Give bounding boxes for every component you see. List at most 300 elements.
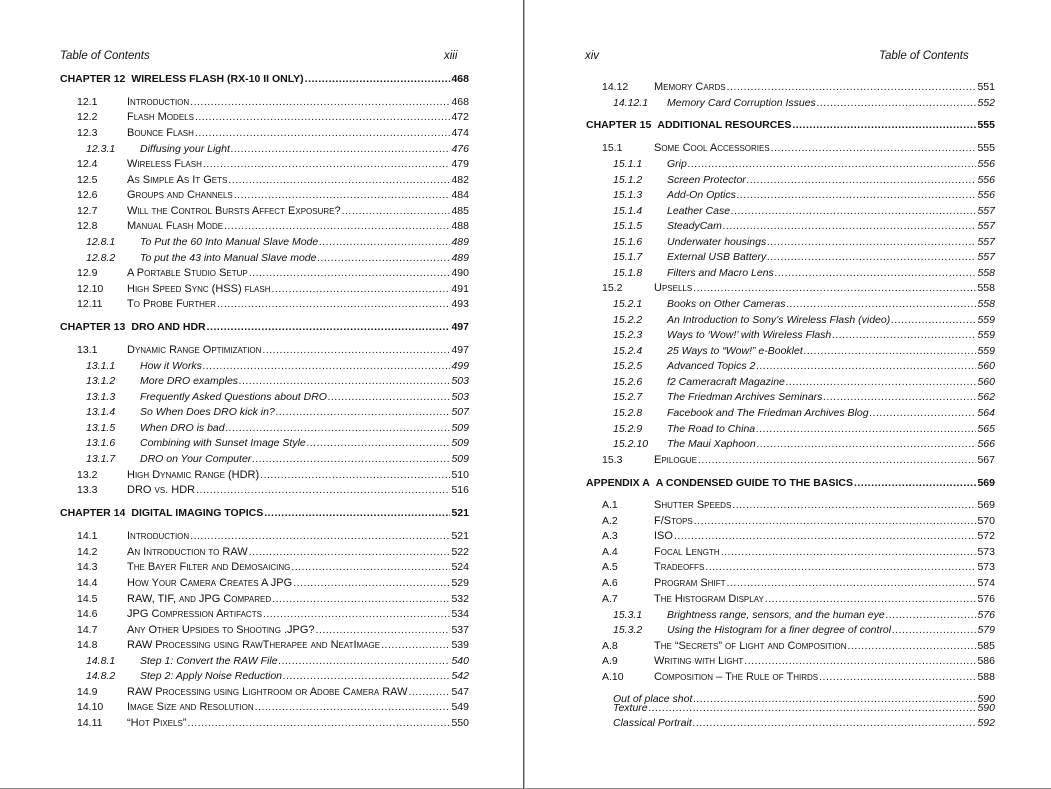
toc-leader-dots — [771, 141, 977, 156]
toc-entry — [602, 80, 995, 95]
toc-entry-title: Writing with Light — [654, 655, 744, 667]
toc-entry-page-number: 592 — [977, 717, 995, 729]
toc-leader-dots — [767, 235, 976, 250]
toc-entry-title: Advanced Topics 2 — [667, 360, 756, 372]
toc-entry — [613, 406, 995, 421]
right-page — [524, 0, 1051, 789]
toc-entry-number: 13.1 — [77, 344, 98, 356]
toc-entry-number: A.8 — [602, 640, 618, 652]
toc-entry-page-number: 555 — [977, 119, 995, 131]
toc-entry-title: The Bayer Filter and Demosaicing — [127, 561, 291, 573]
toc-entry-title: Introduction — [127, 96, 190, 108]
toc-entry-title: Will the Control Bursts Affect Exposure? — [127, 205, 341, 217]
toc-entry-title: Image Size and Resolution — [127, 701, 254, 713]
toc-entry-number: 15.2.3 — [613, 329, 643, 341]
toc-entry — [602, 670, 995, 685]
toc-entry-page-number: 497 — [451, 344, 469, 356]
toc-entry — [613, 701, 995, 716]
toc-entry-title: DRO AND HDR — [131, 321, 206, 333]
toc-entry-page-number: 537 — [451, 624, 469, 636]
toc-entry-title: When DRO is bad — [140, 422, 225, 434]
toc-leader-dots — [316, 623, 451, 638]
toc-entry-title: Dynamic Range Optimization — [127, 344, 262, 356]
toc-leader-dots — [252, 452, 450, 467]
toc-entry-number: CHAPTER 14 — [60, 507, 126, 519]
toc-leader-dots — [203, 157, 451, 172]
toc-leader-dots — [792, 118, 976, 133]
toc-entry-title: f2 Cameracraft Magazine — [667, 376, 785, 388]
toc-entry-page-number: 540 — [451, 655, 469, 667]
toc-entry-title: Step 1: Convert the RAW File — [140, 655, 278, 667]
toc-entry-page-number: 573 — [977, 546, 995, 558]
toc-entry-number: 14.8.1 — [86, 655, 116, 667]
toc-entry-page-number: 503 — [451, 375, 469, 387]
toc-entry-title: To Probe Further — [127, 298, 216, 310]
toc-leader-dots — [249, 545, 451, 560]
toc-entry-number: A.7 — [602, 593, 618, 605]
toc-leader-dots — [207, 320, 451, 335]
toc-leader-dots — [757, 437, 977, 452]
toc-entry-number: 12.11 — [77, 298, 103, 310]
toc-entry — [602, 576, 995, 591]
toc-entry — [613, 422, 995, 437]
toc-entry-page-number: 588 — [977, 671, 995, 683]
toc-entry — [602, 654, 995, 669]
toc-entry-title: Grip — [667, 158, 687, 170]
toc-entry-page-number: 558 — [977, 282, 995, 294]
toc-entry-title: So When Does DRO kick in? — [140, 406, 275, 418]
toc-entry-number: 15.1.1 — [613, 158, 643, 170]
toc-leader-dots — [228, 173, 450, 188]
toc-entry-title: ADDITIONAL RESOURCES — [657, 119, 792, 131]
toc-entry-title: High Speed Sync (HSS) flash — [127, 283, 271, 295]
toc-leader-dots — [705, 560, 976, 575]
toc-entry — [613, 266, 995, 281]
toc-entry — [613, 157, 995, 172]
toc-entry-page-number: 559 — [977, 345, 995, 357]
toc-entry-number: 15.2.10 — [613, 438, 649, 450]
toc-entry-page-number: 503 — [451, 391, 469, 403]
toc-entry-title: Combining with Sunset Image Style — [140, 437, 306, 449]
toc-entry-title: F/Stops — [654, 515, 693, 527]
toc-entry-title: ISO — [654, 530, 673, 542]
toc-entry — [613, 188, 995, 203]
toc-entry-title: To put the 43 into Manual Slave mode — [140, 252, 317, 264]
toc-leader-dots — [255, 700, 451, 715]
toc-leader-dots — [886, 608, 977, 623]
toc-entry-number: A.5 — [602, 561, 618, 573]
toc-entry-title: RAW Processing using Lightroom or Adobe Camera RAW — [127, 686, 408, 698]
toc-entry-number: A.9 — [602, 655, 618, 667]
toc-entry-title: Groups and Channels — [127, 189, 233, 201]
toc-entry-page-number: 557 — [977, 205, 995, 217]
toc-entry — [613, 344, 995, 359]
toc-entry-page-number: 532 — [451, 593, 469, 605]
toc-entry-title: RAW, TIF, and JPG Compared — [127, 593, 272, 605]
toc-entry-title: Ways to ‘Wow!’ with Wireless Flash — [667, 329, 832, 341]
toc-entry — [602, 281, 995, 296]
toc-leader-dots — [756, 422, 976, 437]
toc-entry-title: The Maui Xaphoon — [667, 438, 756, 450]
toc-entry — [586, 476, 995, 491]
toc-entry-title: “Hot Pixels” — [127, 717, 187, 729]
toc-entry — [77, 700, 469, 715]
running-head-page-number: xiv — [585, 50, 600, 62]
toc-entry-number: APPENDIX A — [586, 477, 650, 489]
toc-entry-page-number: 485 — [451, 205, 469, 217]
toc-entry-page-number: 558 — [977, 298, 995, 310]
toc-entry — [77, 638, 469, 653]
toc-entry-number: 15.1.8 — [613, 267, 643, 279]
toc-entry — [613, 608, 995, 623]
toc-entry-number: 13.3 — [77, 484, 98, 496]
left-page — [0, 0, 524, 789]
toc-entry — [77, 219, 469, 234]
toc-entry — [613, 716, 995, 731]
toc-entry-number: 15.1.5 — [613, 220, 643, 232]
toc-entry-number: 13.2 — [77, 469, 98, 481]
toc-entry-title: An Introduction to Sony’s Wireless Flash (video) — [667, 314, 891, 326]
toc-entry-page-number: 509 — [451, 437, 469, 449]
toc-entry-page-number: 558 — [977, 267, 995, 279]
toc-entry — [86, 359, 469, 374]
toc-entry-number: 13.1.4 — [86, 406, 116, 418]
toc-entry-title: How Your Camera Creates A JPG — [127, 577, 293, 589]
toc-entry-page-number: 556 — [977, 189, 995, 201]
toc-entry — [77, 545, 469, 560]
toc-leader-dots — [203, 359, 451, 374]
toc-leader-dots — [693, 716, 977, 731]
toc-leader-dots — [870, 406, 977, 421]
toc-entry — [613, 235, 995, 250]
toc-entry — [77, 576, 469, 591]
toc-entry-title: Step 2: Apply Noise Reduction — [140, 670, 283, 682]
toc-entry-title: Bounce Flash — [127, 127, 194, 139]
toc-entry — [77, 560, 469, 575]
toc-leader-dots — [848, 639, 977, 654]
toc-entry — [77, 157, 469, 172]
toc-entry — [77, 592, 469, 607]
toc-entry — [86, 436, 469, 451]
toc-entry-number: 13.1.3 — [86, 391, 116, 403]
toc-entry-page-number: 490 — [451, 267, 469, 279]
toc-leader-dots — [409, 685, 451, 700]
toc-entry — [602, 529, 995, 544]
toc-entry-page-number: 539 — [451, 639, 469, 651]
toc-leader-dots — [694, 514, 977, 529]
toc-entry — [77, 623, 469, 638]
toc-entry — [77, 173, 469, 188]
toc-entry-number: 14.12 — [602, 81, 629, 93]
toc-entry-page-number: 556 — [977, 158, 995, 170]
toc-leader-dots — [674, 529, 977, 544]
toc-entry-number: 12.7 — [77, 205, 98, 217]
toc-entry-page-number: 557 — [977, 236, 995, 248]
toc-entry-title: A CONDENSED GUIDE TO THE BASICS — [655, 477, 853, 489]
toc-entry — [86, 405, 469, 420]
toc-leader-dots — [328, 390, 451, 405]
toc-leader-dots — [721, 545, 977, 560]
toc-entry — [77, 188, 469, 203]
toc-leader-dots — [226, 421, 451, 436]
toc-entry-page-number: 550 — [451, 717, 469, 729]
toc-leader-dots — [832, 328, 976, 343]
toc-entry-number: 15.2.6 — [613, 376, 643, 388]
toc-entry-title: Using the Histogram for a finer degree of control — [667, 624, 892, 636]
toc-entry-page-number: 509 — [451, 422, 469, 434]
toc-entry-page-number: 551 — [977, 81, 995, 93]
toc-leader-dots — [342, 204, 451, 219]
toc-entry — [586, 118, 995, 133]
toc-entry-page-number: 468 — [451, 73, 469, 85]
toc-entry-number: 15.1.6 — [613, 236, 643, 248]
running-head-page-number: xiii — [444, 50, 458, 62]
toc-entry-page-number: 472 — [451, 111, 469, 123]
toc-entry-page-number: 569 — [977, 499, 995, 511]
toc-leader-dots — [195, 126, 451, 141]
toc-entry-number: 12.8.2 — [86, 252, 116, 264]
toc-entry-number: 15.1.2 — [613, 174, 643, 186]
toc-entry-number: 12.2 — [77, 111, 98, 123]
toc-entry-title: Out of place shot — [613, 693, 693, 705]
toc-entry-number: 15.3 — [602, 454, 623, 466]
toc-leader-dots — [688, 157, 977, 172]
toc-entry-title: 25 Ways to “Wow!” e-Booklet — [667, 345, 803, 357]
toc-entry-page-number: 560 — [977, 360, 995, 372]
toc-entry-title: Any Other Upsides to Shooting .JPG? — [127, 624, 315, 636]
toc-entry-number: 13.1.6 — [86, 437, 116, 449]
toc-entry-page-number: 573 — [977, 561, 995, 573]
toc-entry-title: How it Works — [140, 360, 202, 372]
running-head-title: Table of Contents — [879, 50, 969, 62]
toc-leader-dots — [693, 281, 976, 296]
toc-entry-title: Filters and Macro Lens — [667, 267, 774, 279]
toc-entry-number: 12.1 — [77, 96, 98, 108]
toc-leader-dots — [224, 219, 450, 234]
toc-entry — [613, 219, 995, 234]
toc-entry — [602, 592, 995, 607]
toc-entry — [86, 235, 469, 250]
toc-entry-number: 12.9 — [77, 267, 98, 279]
toc-entry-number: 13.1.7 — [86, 453, 116, 465]
toc-entry-title: Facebook and The Friedman Archives Blog — [667, 407, 869, 419]
toc-entry-title: Upsells — [654, 282, 693, 294]
toc-entry-page-number: 576 — [977, 593, 995, 605]
toc-entry-number: 15.3.2 — [613, 624, 643, 636]
toc-entry-number: CHAPTER 13 — [60, 321, 126, 333]
toc-entry-title: High Dynamic Range (HDR) — [127, 469, 260, 481]
toc-leader-dots — [234, 188, 451, 203]
toc-entry-title: Diffusing your Light — [140, 143, 230, 155]
toc-entry — [613, 173, 995, 188]
toc-entry-number: A.6 — [602, 577, 618, 589]
toc-entry-number: 15.2.5 — [613, 360, 643, 372]
toc-entry-page-number: 468 — [451, 96, 469, 108]
toc-entry-page-number: 565 — [977, 423, 995, 435]
toc-entry-page-number: 555 — [977, 142, 995, 154]
toc-entry-page-number: 499 — [451, 360, 469, 372]
toc-entry — [77, 468, 469, 483]
toc-entry — [602, 514, 995, 529]
toc-entry-number: 12.4 — [77, 158, 98, 170]
toc-entry-number: 14.8 — [77, 639, 98, 651]
toc-entry-number: 15.1.7 — [613, 251, 643, 263]
toc-entry-page-number: 521 — [451, 530, 469, 542]
toc-entry-title: The “Secrets” of Light and Composition — [654, 640, 847, 652]
toc-leader-dots — [319, 235, 450, 250]
toc-entry — [613, 96, 995, 111]
toc-entry-number: 15.2.7 — [613, 391, 643, 403]
toc-leader-dots — [381, 638, 450, 653]
toc-entry-title: Wireless Flash — [127, 158, 202, 170]
toc-entry — [86, 654, 469, 669]
toc-entry-page-number: 590 — [977, 702, 995, 714]
toc-entry-page-number: 542 — [451, 670, 469, 682]
toc-entry-number: 15.2.2 — [613, 314, 643, 326]
toc-entry-title: DRO on Your Computer — [140, 453, 252, 465]
toc-entry — [613, 359, 995, 374]
toc-leader-dots — [196, 483, 450, 498]
toc-entry — [77, 204, 469, 219]
toc-leader-dots — [723, 219, 977, 234]
toc-entry — [86, 452, 469, 467]
toc-entry-page-number: 576 — [977, 609, 995, 621]
toc-entry-page-number: 524 — [451, 561, 469, 573]
toc-entry-page-number: 547 — [451, 686, 469, 698]
toc-entry-page-number: 509 — [451, 453, 469, 465]
toc-leader-dots — [271, 282, 450, 297]
toc-entry — [613, 390, 995, 405]
toc-entry — [77, 282, 469, 297]
toc-entry-number: 14.2 — [77, 546, 98, 558]
toc-entry-title: Memory Card Corruption Issues — [667, 97, 816, 109]
running-head-title: Table of Contents — [60, 50, 150, 62]
toc-entry-page-number: 557 — [977, 251, 995, 263]
toc-entry-page-number: 484 — [451, 189, 469, 201]
toc-entry-page-number: 552 — [977, 97, 995, 109]
toc-entry-number: 15.2 — [602, 282, 623, 294]
toc-leader-dots — [819, 670, 976, 685]
toc-entry-title: Add-On Optics — [667, 189, 736, 201]
toc-leader-dots — [804, 344, 977, 359]
toc-entry-number: 12.10 — [77, 283, 104, 295]
toc-leader-dots — [767, 250, 976, 265]
toc-entry — [86, 669, 469, 684]
toc-leader-dots — [217, 297, 450, 312]
toc-entry — [613, 313, 995, 328]
toc-entry-number: A.2 — [602, 515, 618, 527]
toc-entry-number: 15.2.4 — [613, 345, 643, 357]
toc-leader-dots — [744, 654, 976, 669]
toc-leader-dots — [195, 110, 451, 125]
toc-entry-number: 14.7 — [77, 624, 98, 636]
toc-entry — [86, 142, 469, 157]
toc-leader-dots — [737, 188, 977, 203]
toc-entry — [60, 506, 469, 521]
toc-leader-dots — [231, 142, 451, 157]
toc-leader-dots — [775, 266, 977, 281]
toc-entry-page-number: 590 — [977, 693, 995, 705]
toc-leader-dots — [698, 453, 977, 468]
toc-entry-page-number: 489 — [451, 252, 469, 264]
toc-entry-title: Program Shift — [654, 577, 726, 589]
toc-entry-page-number: 529 — [451, 577, 469, 589]
toc-entry-title: Some Cool Accessories — [654, 142, 770, 154]
toc-entry — [602, 453, 995, 468]
toc-leader-dots — [264, 506, 450, 521]
toc-leader-dots — [727, 576, 977, 591]
toc-leader-dots — [786, 375, 977, 390]
toc-entry-page-number: 566 — [977, 438, 995, 450]
toc-entry-number: A.4 — [602, 546, 618, 558]
toc-entry-number: 13.1.2 — [86, 375, 116, 387]
toc-entry-page-number: 579 — [977, 624, 995, 636]
toc-leader-dots — [283, 669, 450, 684]
toc-leader-dots — [823, 390, 976, 405]
toc-entry-title: Frequently Asked Questions about DRO — [140, 391, 327, 403]
toc-entry-title: An Introduction to RAW — [127, 546, 248, 558]
toc-entry-number: 12.3 — [77, 127, 98, 139]
toc-entry-page-number: 567 — [977, 454, 995, 466]
toc-entry — [77, 266, 469, 281]
toc-entry — [77, 126, 469, 141]
toc-entry — [77, 110, 469, 125]
toc-entry — [602, 141, 995, 156]
toc-entry-number: 14.6 — [77, 608, 98, 620]
toc-leader-dots — [891, 313, 976, 328]
toc-entry-number: 15.2.8 — [613, 407, 643, 419]
toc-entry — [60, 72, 469, 87]
toc-entry-page-number: 522 — [451, 546, 469, 558]
toc-entry-number: 14.12.1 — [613, 97, 649, 109]
toc-entry-number: CHAPTER 12 — [60, 73, 126, 85]
toc-entry-number: 12.3.1 — [86, 143, 116, 155]
toc-entry-title: Manual Flash Mode — [127, 220, 224, 232]
toc-entry — [613, 328, 995, 343]
toc-entry-number: 12.8 — [77, 220, 98, 232]
toc-entry-title: External USB Battery — [667, 251, 767, 263]
toc-entry-title: Flash Models — [127, 111, 194, 123]
toc-entry-title: DIGITAL IMAGING TOPICS — [131, 507, 264, 519]
toc-entry-page-number: 516 — [451, 484, 469, 496]
toc-leader-dots — [756, 359, 976, 374]
toc-leader-dots — [317, 251, 450, 266]
toc-leader-dots — [732, 498, 976, 513]
toc-entry-page-number: 491 — [451, 283, 469, 295]
toc-leader-dots — [190, 529, 450, 544]
toc-entry-page-number: 510 — [451, 469, 469, 481]
toc-leader-dots — [649, 701, 977, 716]
toc-entry-page-number: 562 — [977, 391, 995, 403]
toc-leader-dots — [276, 405, 451, 420]
toc-entry-number: 14.11 — [77, 717, 103, 729]
toc-entry — [77, 685, 469, 700]
toc-entry-number: 15.1 — [602, 142, 623, 154]
toc-entry-page-number: 549 — [451, 701, 469, 713]
toc-entry-title: WIRELESS FLASH (RX-10 II ONLY) — [131, 73, 304, 85]
toc-entry-title: A Portable Studio Setup — [127, 267, 248, 279]
toc-entry — [613, 437, 995, 452]
toc-entry-page-number: 556 — [977, 174, 995, 186]
toc-entry-title: To Put the 60 Into Manual Slave Mode — [140, 236, 319, 248]
toc-entry-title: Books on Other Cameras — [667, 298, 786, 310]
toc-entry-page-number: 534 — [451, 608, 469, 620]
toc-entry — [77, 607, 469, 622]
toc-entry-page-number: 569 — [977, 477, 995, 489]
toc-entry — [602, 560, 995, 575]
toc-entry-title: Leather Case — [667, 205, 731, 217]
toc-leader-dots — [817, 96, 977, 111]
